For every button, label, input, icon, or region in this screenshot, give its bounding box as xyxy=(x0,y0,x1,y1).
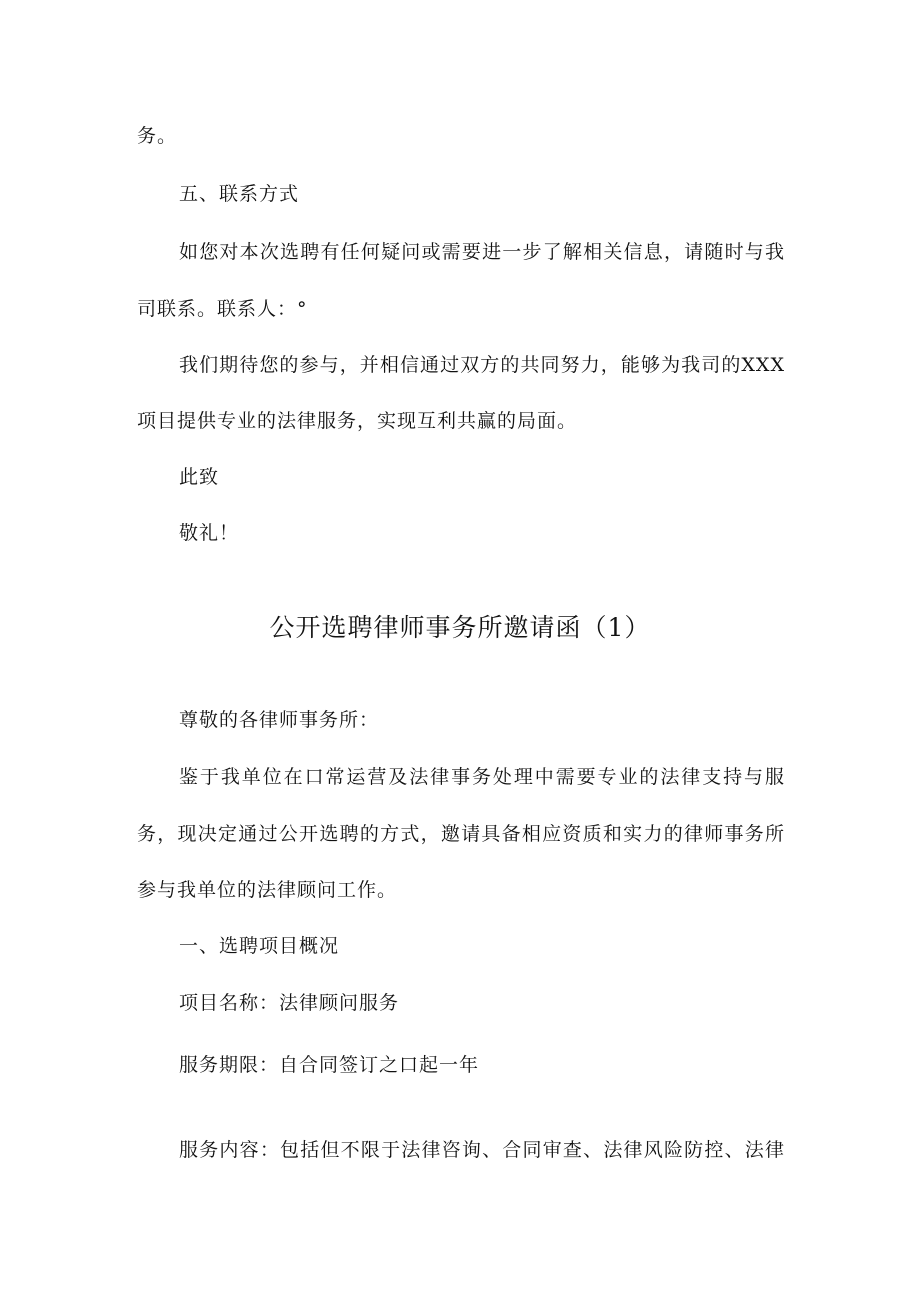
paragraph-line: 鉴于我单位在口常运营及法律事务处理中需要专业的法律支持与服 xyxy=(179,766,785,788)
closing-regards: 敬礼！ xyxy=(179,522,240,544)
section-heading-overview: 一、选聘项目概况 xyxy=(179,935,340,957)
paragraph-line: 我们期待您的参与，并相信通过双方的共同努力，能够为我司的XXX xyxy=(179,354,785,376)
service-period-line: 服务期限：自合同签订之口起一年 xyxy=(179,1054,480,1076)
paragraph-line: 司联系。联系人：° xyxy=(137,298,308,320)
section-heading-contact: 五、联系方式 xyxy=(179,183,300,205)
paragraph-line: 务。 xyxy=(137,125,178,147)
paragraph-line: 如您对本次选聘有任何疑问或需要进一步了解相关信息，请随时与我 xyxy=(179,241,785,263)
paragraph-line: 参与我单位的法律顾问工作。 xyxy=(137,879,398,901)
service-content-line: 服务内容：包括但不限于法律咨询、合同审查、法律风险防控、法律 xyxy=(179,1139,785,1161)
greeting: 尊敬的各律师事务所： xyxy=(179,709,380,731)
paragraph-line: 项目提供专业的法律服务，实现互利共赢的局面。 xyxy=(137,410,578,432)
document-title: 公开选聘律师事务所邀请函（1） xyxy=(269,613,651,642)
closing-salutation: 此致 xyxy=(179,466,220,488)
paragraph-line: 务，现决定通过公开选聘的方式，邀请具备相应资质和实力的律师事务所 xyxy=(137,823,785,845)
project-name-line: 项目名称：法律顾问服务 xyxy=(179,992,400,1014)
